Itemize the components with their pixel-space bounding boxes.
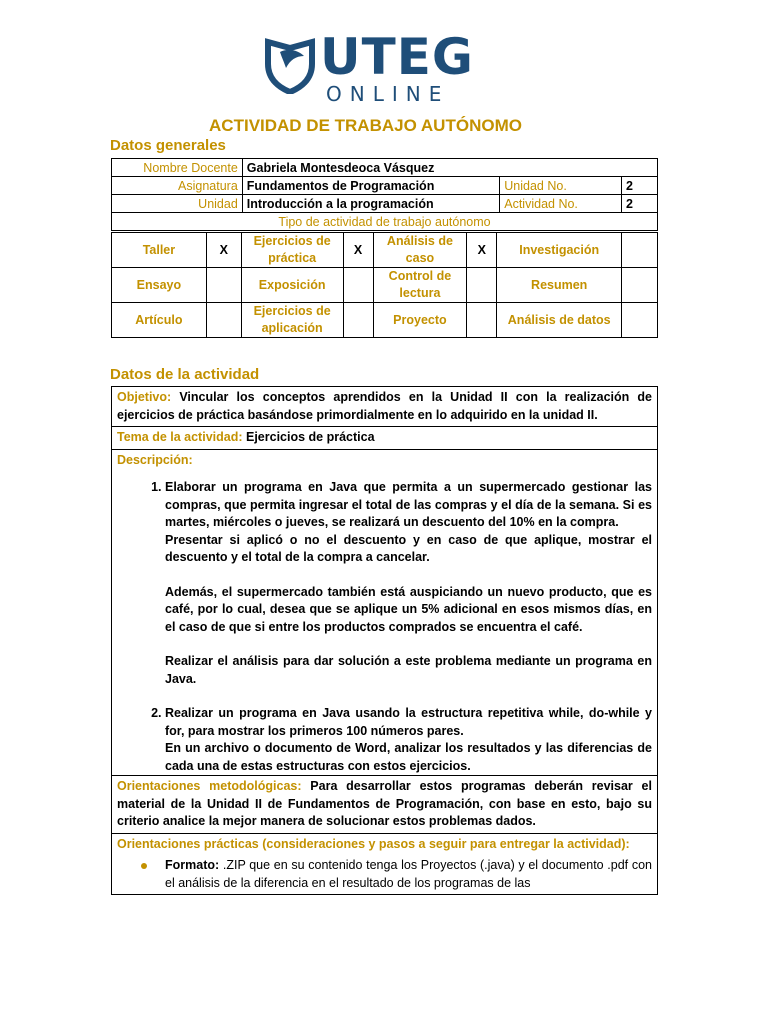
type-cell: Análisis de caso [373, 233, 467, 268]
description-list [117, 479, 652, 775]
type-cell: Investigación [497, 233, 622, 268]
practicas-cell [112, 833, 658, 895]
type-cell: Proyecto [373, 303, 467, 338]
general-heading: Datos generales [110, 137, 226, 154]
type-mark [467, 268, 497, 303]
type-cell: Control de lectura [373, 268, 467, 303]
item1-p3: Realizar el análisis para dar solución a este problema mediante un programa en Java. [165, 654, 652, 686]
item1-p2: Además, el supermercado también está auspiciando un nuevo producto, que es café, por lo cual, desea que se aplique un 5% adicional en esos mismos días, en el caso de que si entre los productos comprados se encuentra el café. [165, 584, 652, 634]
type-mark [622, 268, 658, 303]
type-cell: Taller [112, 233, 207, 268]
unidad-value: Introducción a la programación [242, 195, 499, 213]
formato-text: .ZIP que en su contenido tenga los Proyectos (.java) y el documento .pdf con el análisis de la diferencia en el resultado de los programas de las [165, 858, 652, 890]
docente-label: Nombre Docente [112, 159, 243, 177]
type-mark: X [206, 233, 241, 268]
uteg-logo [262, 30, 474, 106]
tema-text: Ejercicios de práctica [246, 430, 375, 444]
type-cell: Ejercicios de práctica [241, 233, 343, 268]
item1-p1b: Presentar si aplicó o no el descuento y en caso de que aplique, mostrar el descuento y el total de la compra a cancelar. [165, 532, 652, 564]
activity-type-grid [111, 232, 658, 338]
asignatura-value: Fundamentos de Programación [242, 177, 499, 195]
unidad-label: Unidad [112, 195, 243, 213]
type-cell: Artículo [112, 303, 207, 338]
type-mark [467, 303, 497, 338]
type-mark [343, 303, 373, 338]
metod-label: Orientaciones metodológicas: [117, 779, 302, 793]
type-cell: Resumen [497, 268, 622, 303]
activity-table [111, 386, 658, 895]
list-item [165, 705, 652, 775]
type-mark [622, 233, 658, 268]
descripcion-cell [112, 449, 658, 776]
docente-value: Gabriela Montesdeoca Vásquez [242, 159, 657, 177]
pract-label: Orientaciones prácticas (consideraciones y pasos a seguir para entregar la actividad): [117, 836, 630, 851]
activity-heading: Datos de la actividad [110, 366, 260, 383]
type-cell: Ejercicios de aplicación [241, 303, 343, 338]
list-item [165, 479, 652, 688]
item2-p2: En un archivo o documento de Word, analizar los resultados y las diferencias de cada una de estas estructuras con estos ejercicios. [165, 741, 652, 773]
type-mark [622, 303, 658, 338]
unidad-no-value: 2 [622, 177, 658, 195]
bullet-icon [141, 863, 147, 869]
actividad-no-label: Actividad No. [500, 195, 622, 213]
unidad-no-label: Unidad No. [500, 177, 622, 195]
objetivo-label: Objetivo: [117, 390, 172, 404]
metod-text: Para desarrollar estos programas deberán revisar el material de la Unidad II de Fundamentos de Programación, con base en esto, bajo su criterio analice la mejor manera de solucionar estos problemas dados. [117, 779, 652, 828]
tema-cell [112, 427, 658, 450]
type-mark: X [343, 233, 373, 268]
type-mark [206, 268, 241, 303]
type-mark [343, 268, 373, 303]
descripcion-label: Descripción: [117, 452, 193, 467]
logo-sub: ONLINE [326, 82, 450, 106]
shield-icon [264, 38, 320, 94]
logo-brand: UTEG [320, 28, 474, 86]
type-cell: Ensayo [112, 268, 207, 303]
page-title: ACTIVIDAD DE TRABAJO AUTÓNOMO [209, 116, 522, 135]
list-item [165, 857, 652, 892]
tema-label: Tema de la actividad: [117, 430, 243, 444]
asignatura-label: Asignatura [112, 177, 243, 195]
metodologicas-cell [112, 776, 658, 834]
type-cell: Análisis de datos [497, 303, 622, 338]
item2-p1: Realizar un programa en Java usando la estructura repetitiva while, do-while y for, para mostrar los primeros 100 números pares. [165, 706, 652, 738]
objetivo-text: Vincular los conceptos aprendidos en la Unidad II con la realización de ejercicios de práctica basándose primordialmente en lo adquirido en la unidad II. [117, 390, 652, 422]
type-mark: X [467, 233, 497, 268]
type-mark [206, 303, 241, 338]
actividad-no-value: 2 [622, 195, 658, 213]
item1-p1: Elaborar un programa en Java que permita a un supermercado gestionar las compras, que permita ingresar el total de las compras y el día de la semana. Si es martes, miércoles o jueves, se realizará un descuento del 10% en la compra. [165, 480, 652, 529]
formato-label: Formato: [165, 858, 220, 872]
practicas-list [117, 857, 652, 892]
tipo-label: Tipo de actividad de trabajo autónomo [112, 213, 658, 231]
general-table [111, 158, 658, 231]
type-cell: Exposición [241, 268, 343, 303]
objetivo-cell [112, 387, 658, 427]
